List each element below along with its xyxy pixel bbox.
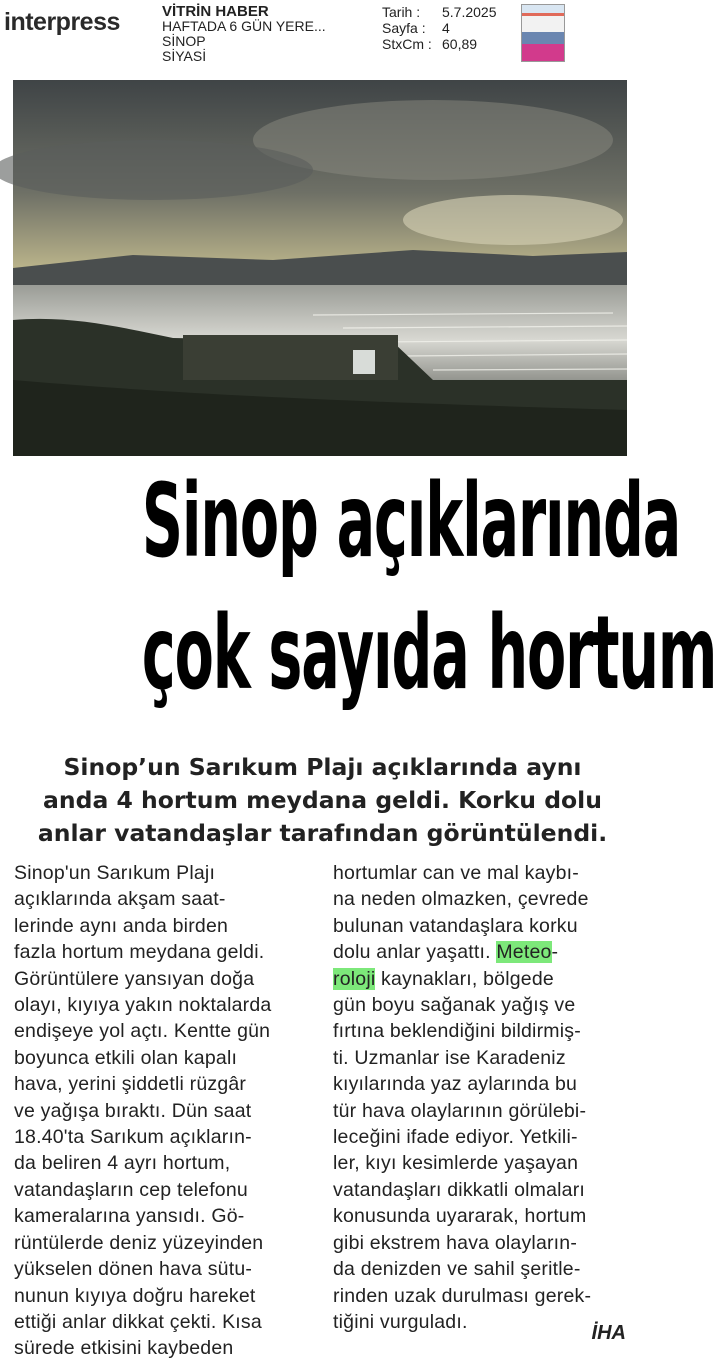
headline-line-1: Sinop açıklarında [141, 462, 681, 581]
hyphen: - [551, 941, 559, 964]
page-label: Sayfa : [382, 20, 426, 36]
page-thumbnail[interactable] [521, 4, 565, 62]
body-column-1 [14, 860, 314, 1362]
interpress-logo: interpress [4, 8, 120, 36]
body-text-col1: Sinop'un Sarıkum Plajı açıklarında akşam saat- lerinde aynı anda birden fazla hortum meydana geldi. Görüntülere yansıyan doğa olayı, kıyıya yakın noktalarda endişeye yol açtı. Kentte gün boyunca etkili olan kapalı hava, yerini şiddetli rüzgâr ve yağışa bıraktı. Dün saat 18.40'ta Sarıkum açıkların- da beliren 4 ayrı hortum, vatandaşların cep telefonu kameralarına yansıdı. Gö- rüntülerde deniz yüzeyinden yükselen dönen hava sütu- nunun kıyıya doğru hareket ettiği anlar dikkat çekti. Kısa sürede etkisini kaybeden [14, 862, 272, 1360]
body-text-col2-part1: hortumlar can ve mal kaybı- na neden olmazken, çevrede bulunan vatandaşlara korku dolu anlar yaşattı. [333, 862, 589, 964]
clipping-meta [382, 4, 497, 52]
publication-section: SİYASİ [162, 48, 207, 64]
subheadline-line-3: anlar vatandaşlar tarafından görüntülendi. [37, 819, 608, 847]
subheadline-line-1: Sinop’un Sarıkum Plajı açıklarında aynı [63, 753, 582, 781]
stxcm-label: StxCm : [382, 36, 432, 52]
publication-city: SİNOP [162, 33, 206, 49]
body-text-col2-part2: kaynakları, bölgede gün boyu sağanak yağış ve fırtına beklendiğini bildirmiş- ti. Uzmanlar ise Karadeniz kıyılarında yaz aylarında bu tür hava olaylarının görülebi- leceğini ifade ediyor. Yetkili- ler, kıyı kesimlerde yaşayan vatandaşları dikkatli olmaları konusunda uyararak, hortum gibi ekstrem hava olayların- da denizden ve sahil şeritle- rinden uzak durulması gerek- tiğini vurguladı. [333, 967, 592, 1333]
page-value: 4 [442, 20, 450, 36]
stxcm-value: 60,89 [442, 36, 478, 52]
publication-frequency: HAFTADA 6 GÜN YERE... [162, 18, 326, 34]
date-label: Tarih : [382, 4, 421, 20]
article-photo [13, 80, 627, 456]
date-value: 5.7.2025 [442, 4, 497, 20]
highlight-roloji: roloji [333, 967, 376, 990]
publication-name: VİTRİN HABER [162, 3, 269, 20]
subheadline [0, 751, 645, 850]
highlight-meteo: Meteo [496, 941, 552, 964]
subheadline-line-2: anda 4 hortum meydana geldi. Korku dolu [43, 786, 602, 814]
headline-line-2: çok sayıda hortum [141, 594, 716, 713]
body-text-col2 [333, 860, 633, 1335]
publication-info [162, 4, 326, 64]
agency-credit: İHA [591, 1322, 626, 1344]
body-column-2 [333, 860, 633, 1335]
